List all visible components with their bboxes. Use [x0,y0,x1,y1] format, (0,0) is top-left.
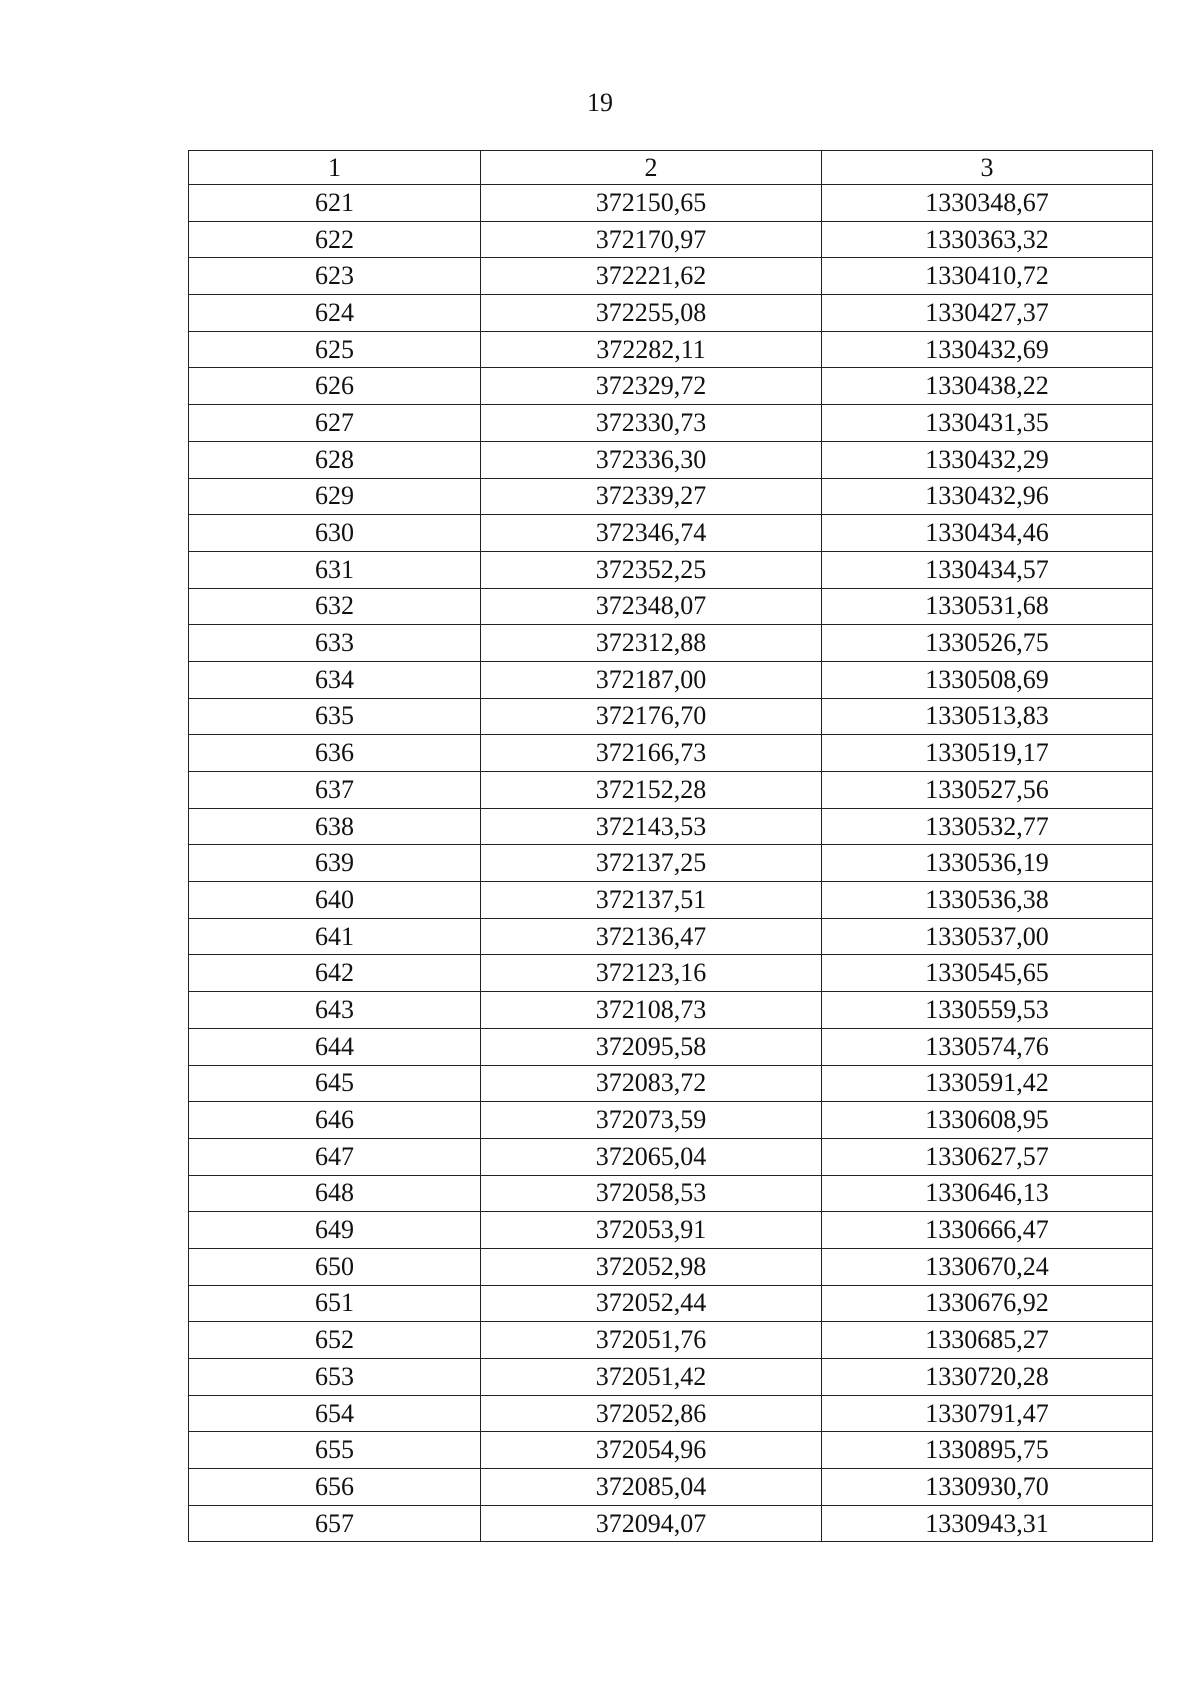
y-coordinate-cell: 1330531,68 [822,588,1153,625]
x-coordinate-cell: 372330,73 [481,405,822,442]
table-row [189,1505,1153,1542]
x-coordinate-cell: 372094,07 [481,1505,822,1542]
y-coordinate-cell: 1330670,24 [822,1248,1153,1285]
y-coordinate-cell: 1330513,83 [822,698,1153,735]
point-number-cell: 643 [189,992,481,1029]
table-row [189,515,1153,552]
table-row [189,1322,1153,1359]
x-coordinate-cell: 372346,74 [481,515,822,552]
table-row [189,918,1153,955]
x-coordinate-cell: 372108,73 [481,992,822,1029]
point-number-cell: 656 [189,1469,481,1506]
x-coordinate-cell: 372282,11 [481,331,822,368]
column-header-2: 2 [481,151,822,185]
point-number-cell: 650 [189,1248,481,1285]
x-coordinate-cell: 372221,62 [481,258,822,295]
point-number-cell: 626 [189,368,481,405]
x-coordinate-cell: 372085,04 [481,1469,822,1506]
point-number-cell: 639 [189,845,481,882]
y-coordinate-cell: 1330930,70 [822,1469,1153,1506]
x-coordinate-cell: 372123,16 [481,955,822,992]
x-coordinate-cell: 372339,27 [481,478,822,515]
table-row [189,368,1153,405]
table-row [189,478,1153,515]
table-row [189,1138,1153,1175]
column-header-1: 1 [189,151,481,185]
table-row [189,1395,1153,1432]
point-number-cell: 636 [189,735,481,772]
point-number-cell: 623 [189,258,481,295]
x-coordinate-cell: 372052,86 [481,1395,822,1432]
point-number-cell: 648 [189,1175,481,1212]
y-coordinate-cell: 1330574,76 [822,1028,1153,1065]
table-row [189,1028,1153,1065]
table-row [189,1065,1153,1102]
x-coordinate-cell: 372095,58 [481,1028,822,1065]
point-number-cell: 640 [189,882,481,919]
point-number-cell: 622 [189,221,481,258]
table-row [189,551,1153,588]
point-number-cell: 627 [189,405,481,442]
table-header-row [189,151,1153,185]
x-coordinate-cell: 372255,08 [481,295,822,332]
x-coordinate-cell: 372312,88 [481,625,822,662]
table-row [189,1432,1153,1469]
table-row [189,1248,1153,1285]
x-coordinate-cell: 372083,72 [481,1065,822,1102]
y-coordinate-cell: 1330519,17 [822,735,1153,772]
table-row [189,1102,1153,1139]
x-coordinate-cell: 372052,44 [481,1285,822,1322]
table-row [189,185,1153,222]
y-coordinate-cell: 1330432,69 [822,331,1153,368]
table-row [189,845,1153,882]
y-coordinate-cell: 1330591,42 [822,1065,1153,1102]
y-coordinate-cell: 1330646,13 [822,1175,1153,1212]
y-coordinate-cell: 1330685,27 [822,1322,1153,1359]
x-coordinate-cell: 372137,25 [481,845,822,882]
x-coordinate-cell: 372052,98 [481,1248,822,1285]
table-row [189,1469,1153,1506]
x-coordinate-cell: 372348,07 [481,588,822,625]
point-number-cell: 638 [189,808,481,845]
y-coordinate-cell: 1330627,57 [822,1138,1153,1175]
y-coordinate-cell: 1330432,29 [822,441,1153,478]
x-coordinate-cell: 372143,53 [481,808,822,845]
y-coordinate-cell: 1330363,32 [822,221,1153,258]
table-row [189,698,1153,735]
point-number-cell: 631 [189,551,481,588]
y-coordinate-cell: 1330791,47 [822,1395,1153,1432]
y-coordinate-cell: 1330720,28 [822,1359,1153,1396]
x-coordinate-cell: 372073,59 [481,1102,822,1139]
page-number: 19 [587,88,613,117]
y-coordinate-cell: 1330545,65 [822,955,1153,992]
y-coordinate-cell: 1330676,92 [822,1285,1153,1322]
x-coordinate-cell: 372136,47 [481,918,822,955]
y-coordinate-cell: 1330537,00 [822,918,1153,955]
y-coordinate-cell: 1330434,46 [822,515,1153,552]
point-number-cell: 629 [189,478,481,515]
y-coordinate-cell: 1330608,95 [822,1102,1153,1139]
point-number-cell: 654 [189,1395,481,1432]
point-number-cell: 647 [189,1138,481,1175]
point-number-cell: 642 [189,955,481,992]
y-coordinate-cell: 1330559,53 [822,992,1153,1029]
table-row [189,1359,1153,1396]
point-number-cell: 635 [189,698,481,735]
point-number-cell: 634 [189,661,481,698]
y-coordinate-cell: 1330526,75 [822,625,1153,662]
table-row [189,735,1153,772]
table-row [189,258,1153,295]
point-number-cell: 649 [189,1212,481,1249]
table-row [189,405,1153,442]
y-coordinate-cell: 1330427,37 [822,295,1153,332]
column-header-3: 3 [822,151,1153,185]
table-row [189,955,1153,992]
x-coordinate-cell: 372051,76 [481,1322,822,1359]
y-coordinate-cell: 1330666,47 [822,1212,1153,1249]
coordinates-table-body [189,151,1153,1542]
y-coordinate-cell: 1330508,69 [822,661,1153,698]
y-coordinate-cell: 1330943,31 [822,1505,1153,1542]
x-coordinate-cell: 372176,70 [481,698,822,735]
point-number-cell: 653 [189,1359,481,1396]
x-coordinate-cell: 372352,25 [481,551,822,588]
x-coordinate-cell: 372137,51 [481,882,822,919]
point-number-cell: 645 [189,1065,481,1102]
point-number-cell: 657 [189,1505,481,1542]
point-number-cell: 641 [189,918,481,955]
x-coordinate-cell: 372150,65 [481,185,822,222]
y-coordinate-cell: 1330536,19 [822,845,1153,882]
table-row [189,588,1153,625]
point-number-cell: 644 [189,1028,481,1065]
y-coordinate-cell: 1330348,67 [822,185,1153,222]
point-number-cell: 633 [189,625,481,662]
table-row [189,882,1153,919]
point-number-cell: 621 [189,185,481,222]
point-number-cell: 652 [189,1322,481,1359]
point-number-cell: 651 [189,1285,481,1322]
x-coordinate-cell: 372065,04 [481,1138,822,1175]
point-number-cell: 630 [189,515,481,552]
y-coordinate-cell: 1330895,75 [822,1432,1153,1469]
x-coordinate-cell: 372152,28 [481,772,822,809]
y-coordinate-cell: 1330527,56 [822,772,1153,809]
y-coordinate-cell: 1330431,35 [822,405,1153,442]
x-coordinate-cell: 372329,72 [481,368,822,405]
y-coordinate-cell: 1330434,57 [822,551,1153,588]
table-row [189,625,1153,662]
x-coordinate-cell: 372166,73 [481,735,822,772]
point-number-cell: 628 [189,441,481,478]
table-row [189,295,1153,332]
x-coordinate-cell: 372058,53 [481,1175,822,1212]
x-coordinate-cell: 372051,42 [481,1359,822,1396]
x-coordinate-cell: 372187,00 [481,661,822,698]
point-number-cell: 637 [189,772,481,809]
x-coordinate-cell: 372054,96 [481,1432,822,1469]
table-row [189,992,1153,1029]
x-coordinate-cell: 372336,30 [481,441,822,478]
table-row [189,772,1153,809]
point-number-cell: 624 [189,295,481,332]
table-row [189,441,1153,478]
point-number-cell: 625 [189,331,481,368]
coordinates-table [188,150,1153,1542]
table-row [189,331,1153,368]
y-coordinate-cell: 1330536,38 [822,882,1153,919]
table-row [189,221,1153,258]
point-number-cell: 646 [189,1102,481,1139]
table-row [189,661,1153,698]
y-coordinate-cell: 1330410,72 [822,258,1153,295]
x-coordinate-cell: 372053,91 [481,1212,822,1249]
y-coordinate-cell: 1330438,22 [822,368,1153,405]
point-number-cell: 632 [189,588,481,625]
table-row [189,1212,1153,1249]
y-coordinate-cell: 1330532,77 [822,808,1153,845]
x-coordinate-cell: 372170,97 [481,221,822,258]
table-row [189,1285,1153,1322]
table-row [189,808,1153,845]
table-row [189,1175,1153,1212]
y-coordinate-cell: 1330432,96 [822,478,1153,515]
point-number-cell: 655 [189,1432,481,1469]
